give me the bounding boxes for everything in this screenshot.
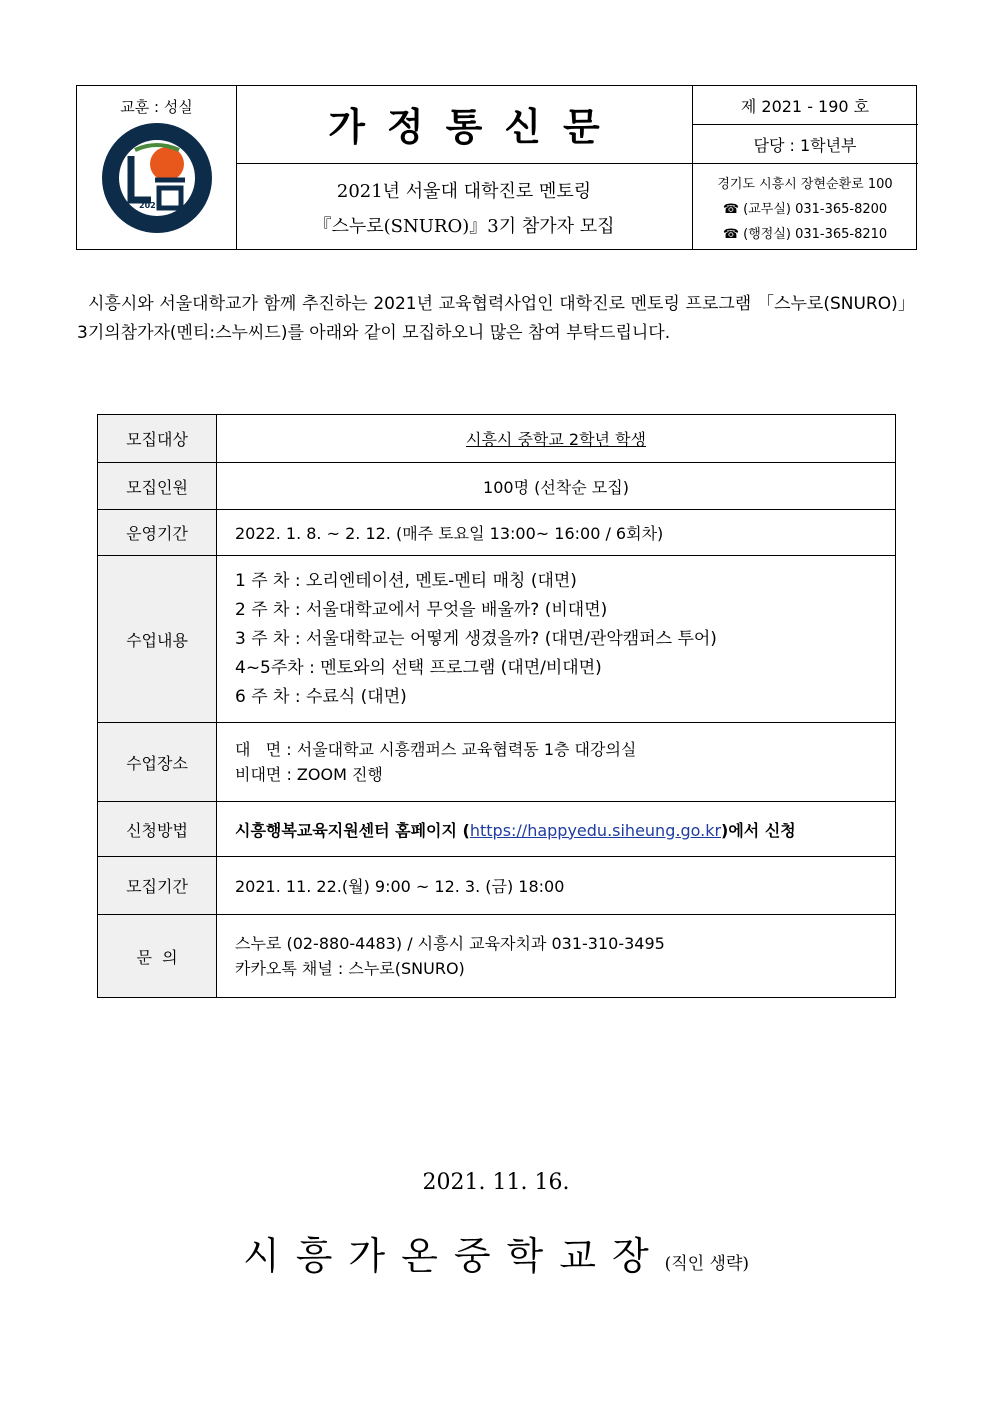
row-label: 수업내용	[98, 556, 217, 723]
content-line: 1 주 차 : 오리엔테이션, 멘토-멘티 매칭 (대면)	[235, 570, 577, 591]
info-table	[97, 414, 896, 998]
row-label: 모집대상	[98, 415, 217, 463]
signature-line	[0, 1225, 992, 1280]
divider	[692, 124, 918, 125]
school-logo	[101, 122, 213, 234]
place-line: 비대면 : ZOOM 진행	[235, 765, 383, 784]
school-address: 경기도 시흥시 장현순환로 100	[717, 177, 893, 192]
content-line: 6 주 차 : 수료식 (대면)	[235, 686, 407, 707]
contact-line: 카카오톡 채널 : 스누로(SNURO)	[235, 959, 465, 978]
apply-suffix: )에서 신청	[721, 820, 796, 840]
row-label: 운영기간	[98, 510, 217, 556]
divider	[692, 163, 918, 164]
department: 담당 : 1학년부	[753, 136, 857, 155]
row-label: 모집인원	[98, 463, 217, 510]
row-label: 신청방법	[98, 802, 217, 857]
letter-header	[76, 85, 917, 250]
row-label: 문 의	[98, 915, 217, 998]
seal-note: (직인 생략)	[664, 1254, 750, 1274]
phone-admin: ☎ (행정실) 031-365-8210	[722, 227, 888, 242]
content-line: 2 주 차 : 서울대학교에서 무엇을 배울까? (비대면)	[235, 599, 608, 620]
school-motto: 교훈 : 성실	[120, 98, 193, 116]
apply-value	[217, 802, 896, 857]
apply-prefix: 시흥행복교육지원센터 홈페이지 (	[235, 820, 470, 840]
table-row	[98, 857, 896, 915]
contact-line: 스누로 (02-880-4483) / 시흥시 교육자치과 031-310-3495	[235, 934, 665, 953]
table-row	[98, 510, 896, 556]
page-title: 가정통신문	[328, 104, 622, 149]
period-value: 2022. 1. 8. ~ 2. 12. (매주 토요일 13:00~ 16:00 / 6회차)	[217, 510, 896, 556]
place-value	[217, 723, 896, 802]
content-value	[217, 556, 896, 723]
row-label: 모집기간	[98, 857, 217, 915]
content-line: 3 주 차 : 서울대학교는 어떻게 생겼을까? (대면/관악캠퍼스 투어)	[235, 628, 717, 649]
issue-number: 제 2021 - 190 호	[740, 97, 870, 116]
table-row	[98, 415, 896, 463]
subtitle-line: 『스누로(SNURO)』3기 참가자 모집	[313, 216, 615, 237]
count-value: 100명 (선착순 모집)	[217, 463, 896, 510]
subtitle-line: 2021년 서울대 대학진로 멘토링	[336, 181, 592, 202]
place-line: 대 면 : 서울대학교 시흥캠퍼스 교육협력동 1층 대강의실	[235, 740, 637, 759]
table-row	[98, 802, 896, 857]
contact-value	[217, 915, 896, 998]
notice-subtitle	[236, 174, 692, 244]
table-row	[98, 556, 896, 723]
table-row	[98, 463, 896, 510]
recruit-value: 2021. 11. 22.(월) 9:00 ~ 12. 3. (금) 18:00	[217, 857, 896, 915]
content-line: 4~5주차 : 멘토와의 선택 프로그램 (대면/비대면)	[235, 657, 602, 678]
issue-date: 2021. 11. 16.	[422, 1170, 570, 1195]
intro-paragraph: 시흥시와 서울대학교가 함께 추진하는 2021년 교육협력사업인 대학진로 멘토링 프로그램 「스누로(SNURO)」3기의참가자(멘티:스누씨드)를 아래와 같이 모집하오니 많은 참여 부탁드립니다.	[77, 294, 915, 343]
table-row	[98, 915, 896, 998]
logo-year: 2021	[139, 201, 162, 210]
school-contact	[692, 172, 918, 247]
divider	[236, 163, 692, 164]
row-label: 수업장소	[98, 723, 217, 802]
target-value: 시흥시 중학교 2학년 학생	[217, 415, 896, 463]
signer-name: 시흥가온중학교장	[242, 1234, 665, 1278]
phone-office: ☎ (교무실) 031-365-8200	[722, 202, 888, 217]
table-row	[98, 723, 896, 802]
homepage-link[interactable]: https://happyedu.siheung.go.kr	[469, 820, 722, 840]
